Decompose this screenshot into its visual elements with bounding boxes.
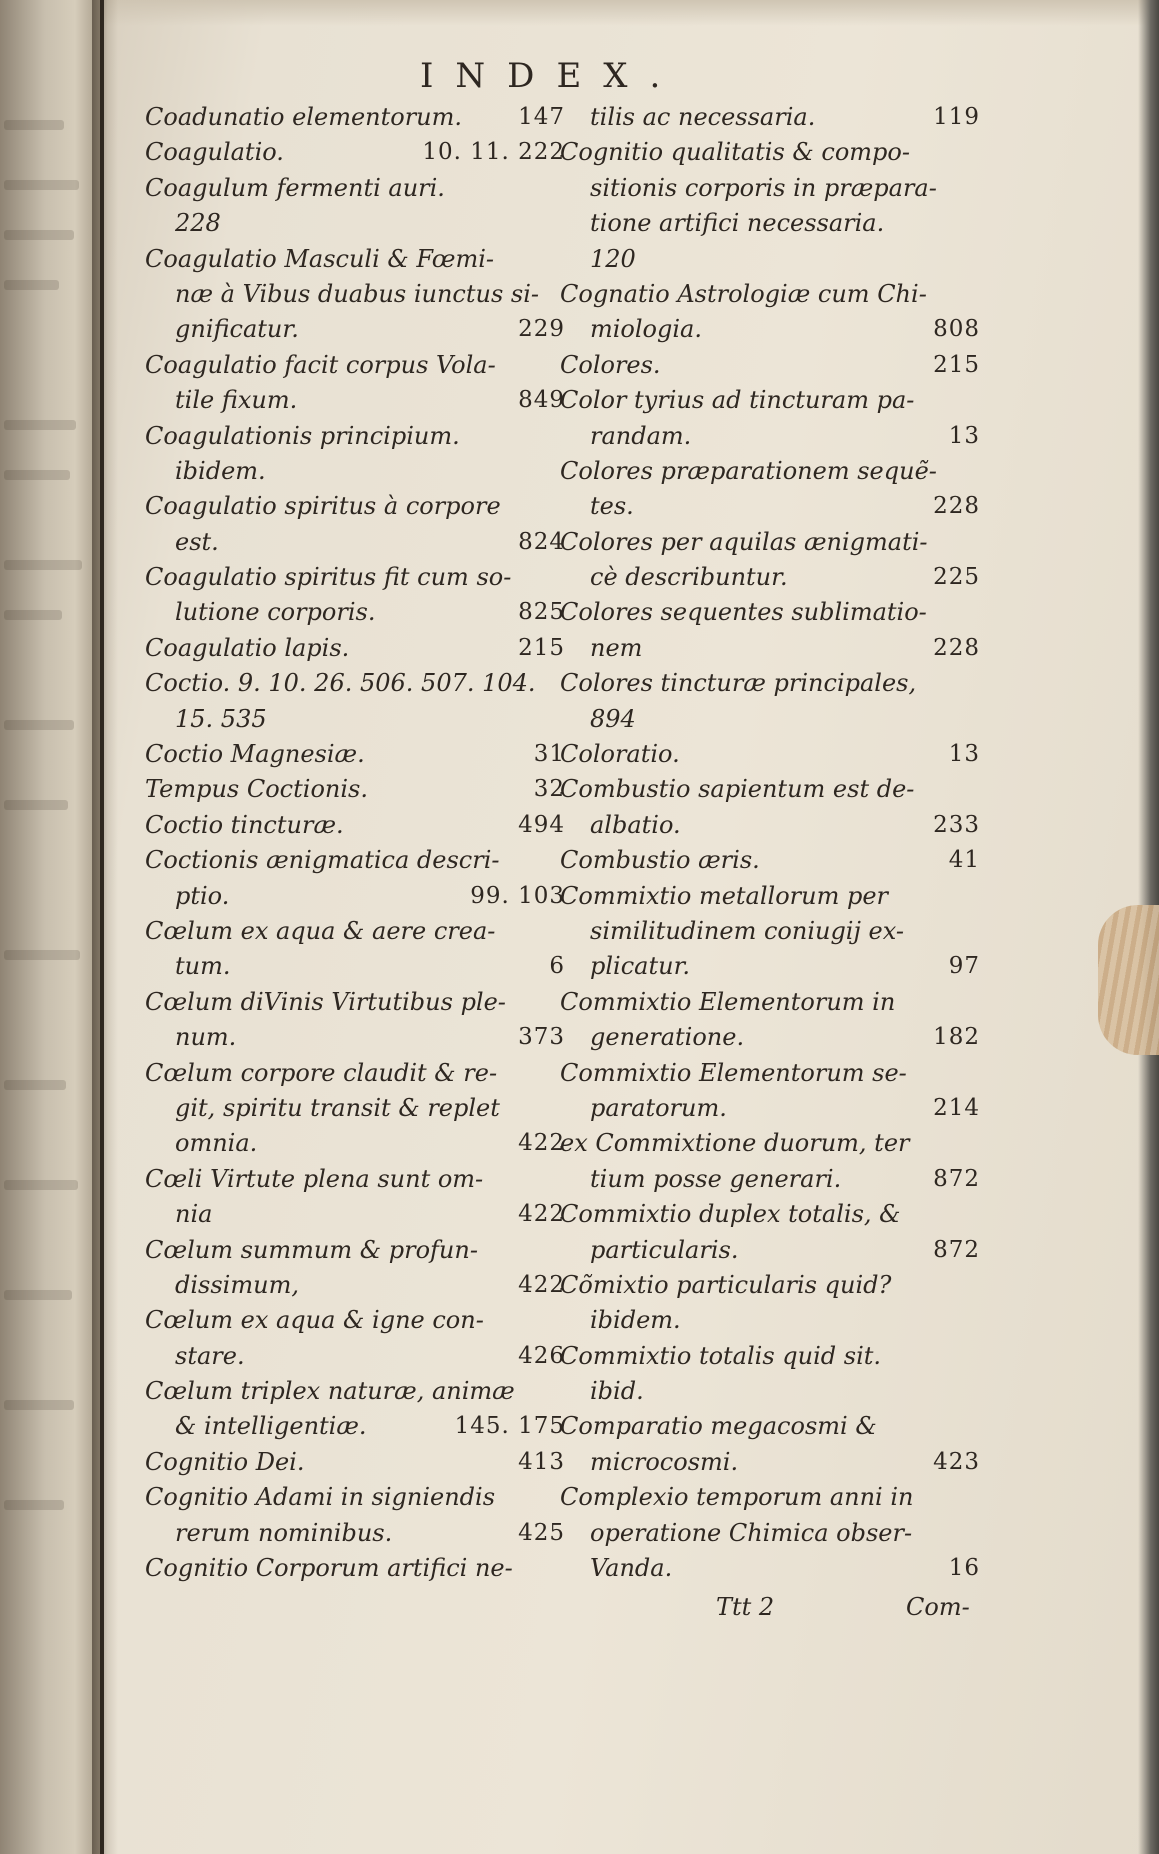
index-entry-text: nia (175, 1200, 213, 1229)
index-entry-text: tium posse generari. (590, 1164, 842, 1193)
index-entry-page-ref: 182 (933, 1024, 980, 1051)
index-entry-line (560, 1091, 980, 1126)
index-entry-line (560, 808, 980, 843)
index-entry-line (145, 1480, 565, 1515)
index-entry-page-ref: 99. 103 (470, 882, 565, 909)
index-entry-text: 120 (590, 244, 636, 273)
index-entry-line (145, 843, 565, 878)
index-entry-line (560, 772, 980, 807)
index-entry-text: Commixtio Elementorum in (560, 987, 896, 1016)
index-entry-text: Colores tincturæ principales, (560, 669, 917, 698)
index-entry-line (560, 914, 980, 949)
index-entry-page-ref: 215 (933, 351, 980, 378)
index-entry-page-ref: 849 (518, 387, 565, 414)
index-entry-text: tione artifici necessaria. (590, 209, 885, 238)
index-entry-line (145, 985, 565, 1020)
index-entry-line (560, 631, 980, 666)
index-entry-line (145, 383, 565, 418)
index-entry-line (560, 1126, 980, 1161)
index-entry-text: sitionis corporis in præpara- (590, 173, 937, 202)
index-entry-line (145, 1233, 565, 1268)
index-entry-line (560, 1162, 980, 1197)
index-entry-page-ref: 425 (518, 1519, 565, 1546)
index-entry-text: Coagulatio spiritus fit cum so- (145, 563, 512, 592)
index-entry-line (560, 312, 980, 347)
index-entry-line (560, 1480, 980, 1515)
index-entry-line (145, 277, 565, 312)
index-entry-text: Cognitio Adami in signiendis (145, 1483, 496, 1512)
index-entry-line (560, 1303, 980, 1338)
index-entry-line (560, 1020, 980, 1055)
index-entry-page-ref: 229 (518, 316, 565, 343)
index-entry-line (145, 242, 565, 277)
index-entry-page-ref: 214 (933, 1094, 980, 1121)
index-entry-text: num. (175, 1023, 237, 1052)
index-entry-line (560, 843, 980, 878)
index-entry-text: tes. (590, 492, 634, 521)
index-entry-text: ex Commixtione duorum, ter (560, 1129, 910, 1158)
index-entry-line (145, 1056, 565, 1091)
index-entry-page-ref: 13 (948, 741, 980, 768)
index-entry-text: stare. (175, 1341, 245, 1370)
index-entry-text: Coloratio. (560, 740, 680, 769)
index-entry-line (560, 348, 980, 383)
index-column-left (145, 100, 565, 1586)
index-entry-line (145, 631, 565, 666)
index-entry-text: generatione. (590, 1023, 745, 1052)
index-entry-text: 15. 535 (175, 704, 267, 733)
index-entry-page-ref: 494 (518, 811, 565, 838)
index-entry-text: Coagulatio lapis. (145, 633, 350, 662)
index-entry-line (145, 1516, 565, 1551)
index-entry-line (560, 277, 980, 312)
index-entry-page-ref: 41 (948, 847, 980, 874)
index-entry-text: Cognatio Astrologiæ cum Chi- (560, 279, 927, 308)
index-entry-text: Cœli Virtute plena sunt om- (145, 1164, 484, 1193)
index-entry-text: ibidem. (175, 456, 266, 485)
index-entry-line (145, 1091, 565, 1126)
index-entry-page-ref: 215 (518, 634, 565, 661)
index-entry-text: Tempus Coctionis. (145, 775, 368, 804)
index-entry-page-ref: 97 (948, 953, 980, 980)
index-entry-text: dissimum, (175, 1270, 299, 1299)
index-entry-page-ref: 10. 11. 222 (422, 139, 565, 166)
index-entry-text: Colores præparationem sequẽ- (560, 456, 937, 485)
index-entry-line (145, 348, 565, 383)
index-entry-line (145, 100, 565, 135)
index-entry-line (145, 1126, 565, 1161)
index-entry-text: 894 (590, 704, 636, 733)
index-entry-text: Commixtio duplex totalis, & (560, 1200, 901, 1229)
index-entry-line (145, 1374, 565, 1409)
index-column-right (560, 100, 980, 1586)
index-entry-page-ref: 808 (933, 316, 980, 343)
index-entry-line (145, 312, 565, 347)
index-entry-text: randam. (590, 421, 692, 450)
index-entry-text: tilis ac necessaria. (590, 103, 816, 131)
index-entry-text: tile fixum. (175, 386, 298, 415)
index-entry-line (145, 489, 565, 524)
index-entry-page-ref: 225 (933, 564, 980, 591)
index-entry-text: operatione Chimica obser- (590, 1518, 913, 1547)
index-entry-text: Coagulum fermenti auri. (145, 173, 445, 202)
index-entry-page-ref: 423 (933, 1448, 980, 1475)
index-entry-line (145, 1197, 565, 1232)
index-entry-text: microcosmi. (590, 1447, 739, 1476)
index-entry-line (145, 419, 565, 454)
index-entry-page-ref: 119 (933, 104, 980, 130)
index-entry-page-ref: 31 (533, 741, 565, 768)
index-entry-text: Coagulatio. (145, 138, 284, 167)
index-entry-line (560, 1551, 980, 1586)
index-entry-text: Coctio. 9. 10. 26. 506. 507. 104. (145, 669, 536, 698)
index-entry-line (560, 1445, 980, 1480)
index-entry-line (145, 737, 565, 772)
index-entry-page-ref: 422 (518, 1271, 565, 1298)
book-gutter (92, 0, 118, 1854)
index-entry-text: Cœlum corpore claudit & re- (145, 1058, 498, 1087)
index-entry-line (145, 879, 565, 914)
index-entry-text: Cognitio Dei. (145, 1447, 305, 1476)
index-entry-text: Coctionis ænigmatica descri- (145, 846, 500, 875)
catchword: Com- (906, 1593, 970, 1621)
index-entry-text: Cœlum ex aqua & aere crea- (145, 916, 496, 945)
index-entry-line (145, 702, 565, 737)
index-entry-line (560, 949, 980, 984)
index-entry-text: Commixtio Elementorum se- (560, 1058, 907, 1087)
index-entry-page-ref: 825 (518, 599, 565, 626)
page-title: INDEX. (420, 56, 683, 96)
index-entry-page-ref: 233 (933, 811, 980, 838)
index-entry-text: Cœlum ex aqua & igne con- (145, 1306, 484, 1335)
index-entry-page-ref: 422 (518, 1130, 565, 1157)
index-entry-text: Complexio temporum anni in (560, 1483, 914, 1512)
index-entry-text: Cõmixtio particularis quid? (560, 1270, 892, 1299)
index-entry-line (145, 772, 565, 807)
index-entry-text: similitudinem coniugij ex- (590, 916, 904, 945)
index-entry-line (145, 1268, 565, 1303)
index-entry-line (560, 1233, 980, 1268)
index-entry-line (145, 525, 565, 560)
index-entry-text: ibid. (590, 1377, 644, 1406)
index-entry-text: Comparatio megacosmi & (560, 1412, 877, 1441)
index-entry-line (560, 1197, 980, 1232)
index-entry-line (560, 737, 980, 772)
index-entry-page-ref: 373 (518, 1024, 565, 1051)
index-entry-text: particularis. (590, 1235, 739, 1264)
index-entry-line (560, 489, 980, 524)
index-entry-text: paratorum. (590, 1093, 727, 1122)
index-entry-text: miologia. (590, 315, 702, 344)
index-entry-text: Cœlum summum & profun- (145, 1235, 478, 1264)
index-entry-text: Vanda. (590, 1554, 673, 1583)
index-entry-page-ref: 145. 175 (454, 1413, 565, 1440)
index-entry-page-ref: 32 (533, 776, 565, 803)
index-entry-line (560, 419, 980, 454)
index-entry-line (560, 383, 980, 418)
index-entry-text: est. (175, 527, 219, 556)
index-entry-text: & intelligentiæ. (175, 1412, 367, 1441)
index-entry-page-ref: 6 (549, 953, 565, 980)
index-entry-line (560, 206, 980, 241)
index-entry-line (560, 454, 980, 489)
index-entry-line (145, 135, 565, 170)
index-entry-page-ref: 13 (948, 422, 980, 449)
index-entry-line (560, 1268, 980, 1303)
index-entry-text: ibidem. (590, 1306, 681, 1335)
bookmark-ribbon (1098, 905, 1159, 1055)
index-entry-line (560, 1409, 980, 1444)
index-entry-line (145, 595, 565, 630)
index-entry-page-ref: 824 (518, 528, 565, 555)
index-entry-line (145, 171, 565, 206)
index-entry-text: Colores sequentes sublimatio- (560, 598, 927, 627)
index-entry-line (145, 1445, 565, 1480)
index-entry-line (560, 879, 980, 914)
index-entry-text: Coagulatio facit corpus Vola- (145, 350, 496, 379)
index-entry-line (560, 1339, 980, 1374)
index-entry-text: Coadunatio elementorum. (145, 103, 463, 131)
index-entry-text: Coagulationis principium. (145, 421, 460, 450)
index-entry-line (560, 1056, 980, 1091)
index-entry-text: Cognitio qualitatis & compo- (560, 138, 910, 167)
index-entry-page-ref: 413 (518, 1448, 565, 1475)
index-entry-line (145, 560, 565, 595)
index-entry-text: tum. (175, 952, 231, 981)
page-top-shadow (104, 0, 1159, 26)
index-entry-line (560, 171, 980, 206)
index-entry-page-ref: 228 (933, 634, 980, 661)
index-entry-line (560, 560, 980, 595)
index-entry-page-ref: 228 (933, 493, 980, 520)
index-entry-text: Commixtio totalis quid sit. (560, 1341, 882, 1370)
index-entry-text: Combustio æris. (560, 846, 760, 875)
index-entry-line (145, 1303, 565, 1338)
index-entry-line (145, 808, 565, 843)
index-entry-line (560, 595, 980, 630)
index-entry-text: plicatur. (590, 952, 691, 981)
index-entry-page-ref: 872 (933, 1236, 980, 1263)
index-entry-line (560, 666, 980, 701)
index-entry-line (145, 1409, 565, 1444)
index-entry-line (145, 1551, 565, 1586)
index-entry-line (560, 1516, 980, 1551)
index-entry-line (145, 1339, 565, 1374)
index-entry-text: Coagulatio Masculi & Fœmi- (145, 244, 495, 273)
index-entry-text: Coctio Magnesiæ. (145, 740, 365, 769)
index-entry-line (560, 702, 980, 737)
index-entry-text: omnia. (175, 1129, 258, 1158)
index-entry-text: Combustio sapientum est de- (560, 775, 915, 804)
index-entry-text: git, spiritu transit & replet (175, 1093, 500, 1122)
index-entry-line (145, 1162, 565, 1197)
index-entry-line (560, 242, 980, 277)
index-entry-text: ptio. (175, 881, 230, 910)
index-entry-text: Cœlum diVinis Virtutibus ple- (145, 987, 506, 1016)
index-entry-text: Color tyrius ad tincturam pa- (560, 386, 915, 415)
index-entry-line (145, 914, 565, 949)
index-entry-text: Colores. (560, 350, 661, 379)
index-entry-line (560, 525, 980, 560)
index-entry-text: gnificatur. (175, 315, 299, 344)
index-entry-line (145, 666, 565, 701)
facing-page-edge (0, 0, 100, 1854)
index-entry-line (145, 1020, 565, 1055)
index-entry-line (560, 985, 980, 1020)
index-entry-line (560, 135, 980, 170)
index-entry-text: nem (590, 633, 643, 662)
index-entry-line (145, 949, 565, 984)
index-entry-page-ref: 16 (948, 1555, 980, 1582)
index-entry-page-ref: 422 (518, 1201, 565, 1228)
signature-mark: Ttt 2 (716, 1593, 775, 1621)
index-entry-text: lutione corporis. (175, 598, 376, 627)
index-entry-text: Cœlum triplex naturæ, animæ (145, 1377, 515, 1406)
index-entry-text: rerum nominibus. (175, 1518, 393, 1547)
index-entry-page-ref: 147 (518, 104, 565, 130)
index-entry-text: Commixtio metallorum per (560, 881, 889, 910)
index-entry-line (560, 100, 980, 135)
index-entry-line (145, 454, 565, 489)
index-entry-text: Cognitio Corporum artifici ne- (145, 1554, 513, 1583)
index-entry-page-ref: 426 (518, 1342, 565, 1369)
index-entry-text: cè describuntur. (590, 563, 788, 592)
index-entry-text: Coctio tincturæ. (145, 810, 344, 839)
index-entry-line (145, 206, 565, 241)
index-entry-text: Coagulatio spiritus à corpore (145, 492, 501, 521)
index-entry-text: 228 (175, 209, 221, 238)
index-entry-text: albatio. (590, 810, 681, 839)
index-entry-text: Colores per aquilas ænigmati- (560, 527, 928, 556)
index-entry-line (560, 1374, 980, 1409)
index-entry-page-ref: 872 (933, 1165, 980, 1192)
index-entry-text: næ à Vibus duabus iunctus si- (175, 279, 540, 308)
